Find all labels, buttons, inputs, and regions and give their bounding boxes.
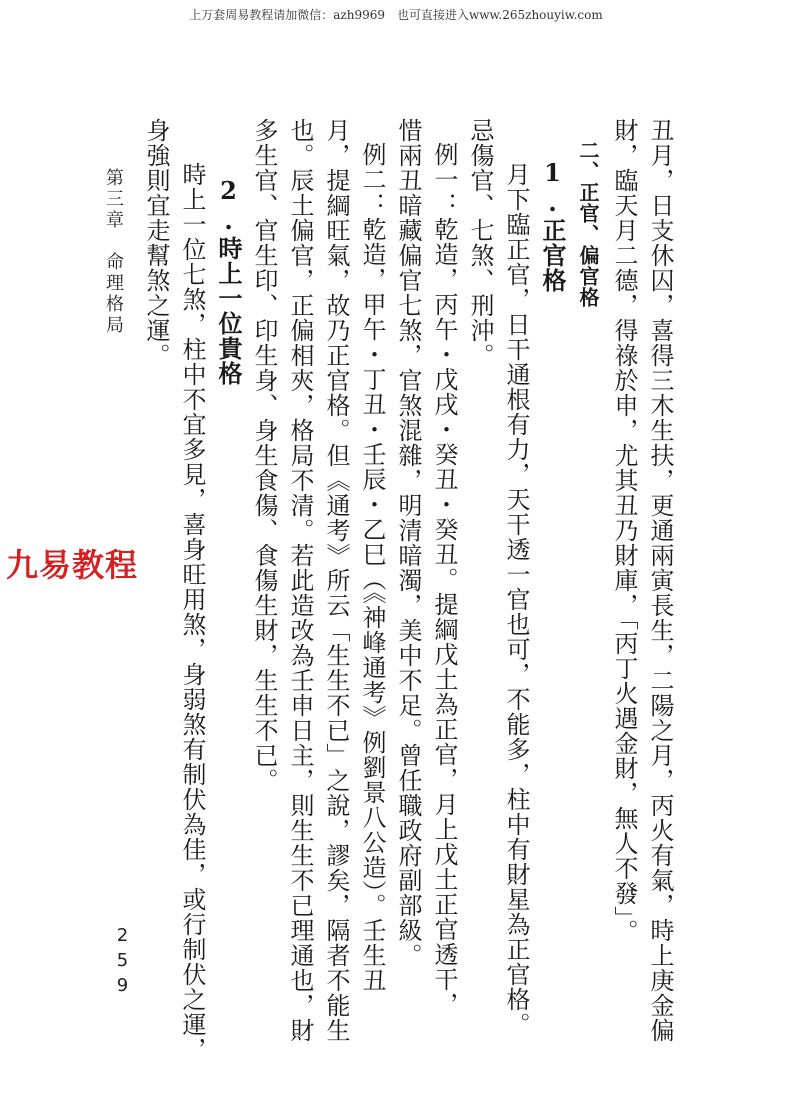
text-column-5: 月下臨正官，日干通根有力，天干透一官也可，不能多，柱中有財星為正官格。 [502, 162, 530, 1037]
text-column-15: 身強則宜走幫煞之運。 [142, 118, 170, 368]
section-heading: 二、正官、偏官格 [576, 140, 600, 308]
page-number: 259 [112, 925, 133, 1000]
text-column-2: 財，臨天月二德，得祿於申，尤其丑乃財庫，「丙丁火遇金財，無人不發」。 [610, 118, 638, 944]
text-column-10: 月，提綱旺氣，故乃正官格。但《通考》所云「生生不已」之說，謬矣，隔者不能生 [322, 118, 350, 1043]
text-column-9: 例二：乾造，甲午・丁丑・壬辰・乙巳（《神峰通考》例劉景八公造）。壬生丑 [358, 142, 386, 993]
text-column-8: 惜兩丑暗藏偏官七煞，官煞混雜，明清暗濁，美中不足。曾任職政府副部級。 [394, 118, 422, 968]
text-column-7: 例一：乾造，丙午・戊戌・癸丑・癸丑。提綱戊土為正官，月上戊土正官透干， [430, 142, 458, 1017]
subsection-heading-2: 2.時上一位貴格 [214, 176, 243, 386]
red-watermark-logo: 九易教程 [6, 546, 139, 584]
subsection-heading-1: 1.正官格 [538, 158, 567, 293]
vertical-text-page [90, 118, 690, 1078]
header-watermark: 上万套周易教程请加微信：azh9969 也可直接进入www.265zhouyiw.com [189, 8, 603, 22]
text-column-12: 多生官、官生印、印生身、身生食傷、食傷生財，生生不已。 [250, 118, 278, 793]
text-column-11: 也。辰土偏官，正偏相夾，格局不清。若此造改為壬申日主，則生生不已理通也，財 [286, 118, 314, 1043]
text-column-1: 丑月，日支休囚，喜得三木生扶，更通兩寅長生，二陽之月，丙火有氣，時上庚金偏 [646, 118, 674, 1043]
text-column-6: 忌傷官、七煞、刑沖。 [466, 118, 494, 368]
running-head: 第三章 命理格局 [103, 168, 124, 336]
text-column-14: 時上一位七煞，柱中不宜多見，喜身旺用煞，身弱煞有制伏為佳，或行制伏之運， [178, 162, 206, 1062]
